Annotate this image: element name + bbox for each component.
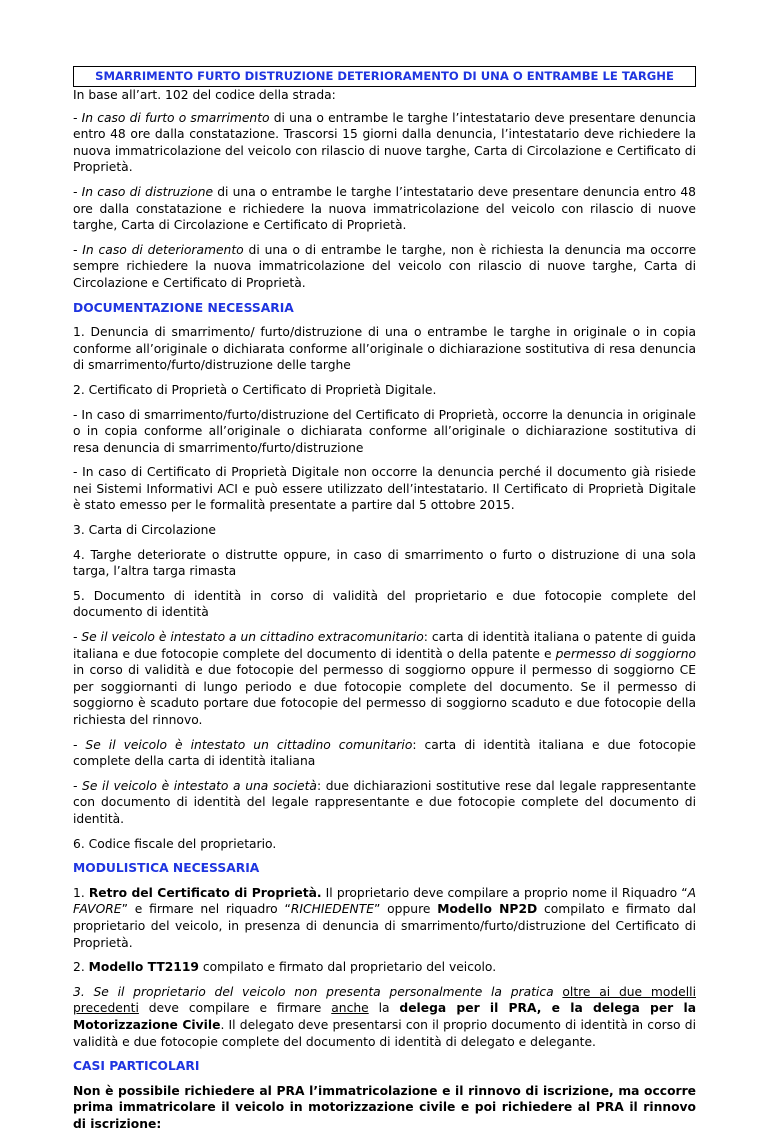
doc-item-3: 3. Carta di Circolazione	[73, 523, 216, 538]
mod-text: ” oppure	[373, 902, 438, 917]
mod-underline: oltre ai due modelli precedenti	[73, 984, 696, 1016]
mod-text: compilato e firmato dal proprietario del veicolo.	[198, 960, 497, 975]
case-furto	[73, 110, 696, 176]
doc-item-5: 5. Documento di identità in corso di validità del proprietario e due fotocopie complete del documento di identità	[73, 588, 696, 620]
doc-text: : carta di identità italiana e due fotocopie complete della carta di identità italiana	[73, 737, 696, 769]
intro-text: In base all’art. 102 del codice della strada:	[73, 88, 336, 102]
mod-text: . Il delegato deve presentarsi con il proprio documento di identità in corso di validità e due fotocopie complete del documento di identità di delegato e delegante.	[73, 1017, 697, 1049]
doc-item-5a	[73, 629, 696, 729]
doc-text: : carta di identità italiana o patente di guida italiana e due fotocopie complete del documento di identità o della patente e	[73, 630, 696, 661]
mod-italic: A FAVORE	[73, 885, 696, 917]
case-text: di una o entrambe le targhe l’intestatario deve presentare denuncia entro 48 ore dalla constatazione e richiedere la nuova immatricolazione del veicolo con rilascio di nuove targhe, Carta di Circolazione e Certificato di Proprietà.	[73, 184, 696, 233]
doc-text: in corso di validità e due fotocopie del permesso di soggiorno oppure il permesso di soggiorno CE per soggiornanti di lungo periodo e due fotocopie complete del documento. Se il permesso di soggiorno è scaduto portare due fotocopie del permesso di soggiorno scaduto e due fotocopie della richiesta del rinnovo.	[73, 663, 696, 727]
doc-item-5c	[73, 778, 696, 828]
mod-bold: delega per il PRA, e la delega per la Motorizzazione Civile	[73, 1001, 697, 1032]
mod-italic: RICHIEDENTE	[290, 902, 374, 917]
case-text: di una o entrambe le targhe l’intestatario deve presentare denuncia entro 48 ore dalla constatazione. Trascorsi 15 giorni dalla denuncia, l’intestatario deve richiedere la nuova immatricolazione del veicolo con rilascio di nuove targhe, Carta di Circolazione e Certificato di Proprietà.	[73, 110, 696, 175]
doc-lead: - Se il veicolo è intestato un cittadino comunitario	[73, 737, 413, 752]
doc-italic: permesso di soggiorno	[555, 646, 697, 661]
doc-item-6: 6. Codice fiscale del proprietario.	[73, 836, 277, 851]
mod-item-2	[73, 959, 696, 976]
page-title: SMARRIMENTO FURTO DISTRUZIONE DETERIORAMENTO DI UNA O ENTRAMBE LE TARGHE	[73, 66, 696, 87]
doc-item-2: 2. Certificato di Proprietà o Certificato di Proprietà Digitale.	[73, 382, 437, 397]
case-distruzione	[73, 184, 696, 234]
mod-text: deve compilare e firmare	[138, 1001, 332, 1016]
doc-text: : due dichiarazioni sostitutive rese dal legale rappresentante con documento di identità del legale rappresentante e due fotocopie complete del documento di identità.	[73, 778, 697, 826]
section-heading-casi-particolari: CASI PARTICOLARI	[73, 1059, 200, 1074]
doc-lead: - Se il veicolo è intestato a una società	[73, 778, 317, 793]
doc-item-2a: - In caso di smarrimento/furto/distruzione del Certificato di Proprietà, occorre la denuncia in originale o in copia conforme all’originale o dichiarata conforme all’originale o dichiarazione sostitutiva di resa denuncia di smarrimento/furto/distruzione	[73, 407, 696, 455]
mod-underline: anche	[331, 1001, 369, 1016]
case-lead: - In caso di distruzione	[73, 184, 214, 199]
mod-bold: Retro del Certificato di Proprietà.	[88, 885, 322, 900]
section-heading-modulistica: MODULISTICA NECESSARIA	[73, 861, 260, 876]
special-text: Non è possibile richiedere al PRA l’immatricolazione e il rinnovo di iscrizione, ma occorre prima immatricolare il veicolo in motorizzazione civile e poi richiedere al PRA il rinnovo di iscrizione:	[73, 1083, 696, 1131]
mod-bold: Modello TT2119	[88, 960, 199, 975]
mod-lead: 3. Se il proprietario del veicolo non presenta personalmente la pratica	[73, 984, 554, 999]
doc-item-1: 1. Denuncia di smarrimento/ furto/distruzione di una o entrambe le targhe in originale o in copia conforme all’originale o dichiarata conforme all’originale o dichiarazione sostitutiva di resa denuncia di smarrimento/furto/distruzione delle targhe	[73, 325, 696, 373]
mod-bold: Modello NP2D	[437, 902, 538, 917]
mod-num: 2.	[73, 960, 89, 975]
mod-num: 1.	[73, 885, 89, 900]
case-text: di una o di entrambe le targhe, non è richiesta la denuncia ma occorre sempre richiedere la nuova immatricolazione del veicolo con rilascio di nuove targhe, Carta di Circolazione e Certificato di Proprietà.	[73, 242, 697, 290]
doc-item-4: 4. Targhe deteriorate o distrutte oppure, in caso di smarrimento o furto o distruzione di una sola targa, l’altra targa rimasta	[73, 547, 696, 579]
doc-lead: - Se il veicolo è intestato a un cittadino extracomunitario	[73, 630, 424, 645]
section-heading-documentazione: DOCUMENTAZIONE NECESSARIA	[73, 300, 294, 315]
document-page	[73, 66, 696, 1140]
doc-item-2b: - In caso di Certificato di Proprietà Digitale non occorre la denuncia perché il documento già risiede nei Sistemi Informativi ACI e può essere utilizzato dell’intestatario. Il Certificato di Proprietà Digitale è stato emesso per le formalità presentate a partire dal 5 ottobre 2015.	[73, 465, 696, 513]
case-deterioramento	[73, 242, 696, 292]
mod-item-1	[73, 885, 696, 951]
case-lead: - In caso di deterioramento	[73, 242, 244, 257]
mod-text: Il proprietario deve compilare a proprio nome il Riquadro “	[321, 885, 688, 900]
case-lead: - In caso di furto o smarrimento	[73, 110, 270, 125]
mod-text: la	[368, 1001, 400, 1016]
mod-text: compilato e firmato dal proprietario del veicolo, in presenza di denuncia di smarrimento/furto/distruzione del Certificato di Proprietà.	[73, 902, 696, 950]
doc-item-5b	[73, 737, 696, 770]
mod-text: ” e firmare nel riquadro “	[121, 902, 291, 917]
